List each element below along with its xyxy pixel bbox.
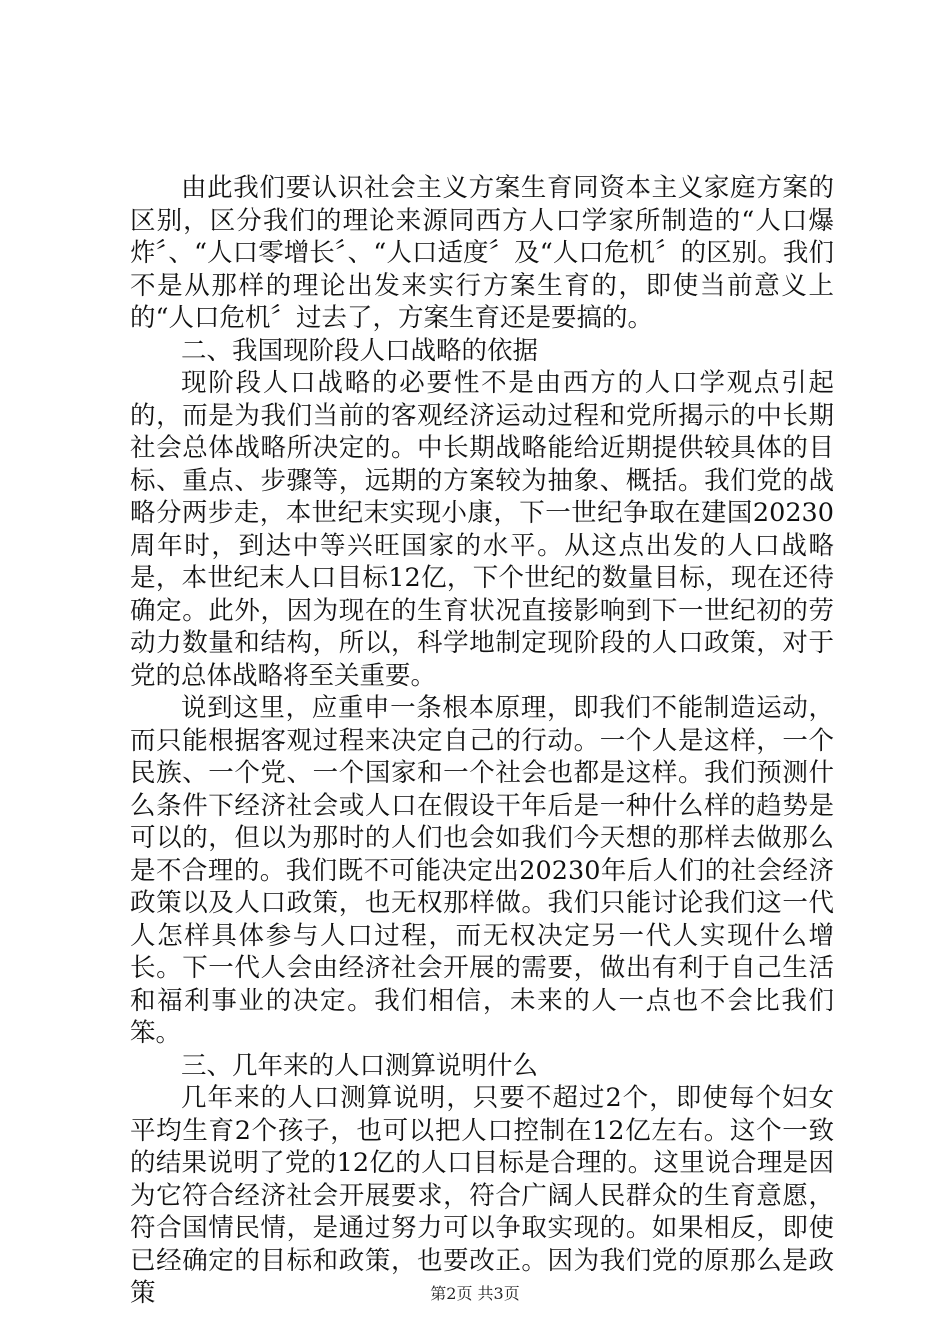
- paragraph-2: 现阶段人口战略的必要性不是由西方的人口学观点引起的，而是为我们当前的客观经济运动过程和党所揭示的中长期社会总体战略所决定的。中长期战略能给近期提供较具体的目标、重点、步骤等，远期的方案较为抽象、概括。我们党的战略分两步走，本世纪末实现小康，下一世纪争取在建国20230周年时，到达中等兴旺国家的水平。从这点出发的人口战略是，本世纪末人口目标12亿，下个世纪的数量目标，现在还待确定。此外，因为现在的生育状况直接影响到下一世纪初的劳动力数量和结构，所以，科学地制定现阶段的人口政策，对于党的总体战略将至关重要。: [130, 368, 834, 691]
- section-heading-2: 二、我国现阶段人口战略的依据: [181, 335, 539, 366]
- section-heading-3: 三、几年来的人口测算说明什么: [181, 1050, 539, 1081]
- page-footer: 第2页 共3页: [430, 1284, 520, 1303]
- document-body: [130, 172, 834, 1310]
- paragraph-4: 几年来的人口测算说明，只要不超过2个，即使每个妇女平均生育2个孩子，也可以把人口控制在12亿左右。这个一致的结果说明了党的12亿的人口目标是合理的。这里说合理是因为它符合经济社会开展要求，符合广阔人民群众的生育意愿，符合国情民情，是通过努力可以争取实现的。如果相反，即使已经确定的目标和政策，也要改正。因为我们党的原那么是政策: [130, 1083, 834, 1308]
- paragraph-1: 由此我们要认识社会主义方案生育同资本主义家庭方案的区别，区分我们的理论来源同西方人口学家所制造的“人口爆炸〞、“人口零增长〞、“人口适度〞及“人口危机〞的区别。我们不是从那样的理论出发来实行方案生育的，即使当前意义上的“人口危机〞过去了，方案生育还是要搞的。: [130, 173, 834, 333]
- paragraph-3: 说到这里，应重申一条根本原理，即我们不能制造运动，而只能根据客观过程来决定自己的行动。一个人是这样，一个民族、一个党、一个国家和一个社会也都是这样。我们预测什么条件下经济社会或人口在假设干年后是一种什么样的趋势是可以的，但以为那时的人们也会如我们今天想的那样去做那么是不合理的。我们既不可能决定出20230年后人们的社会经济政策以及人口政策，也无权那样做。我们只能讨论我们这一代人怎样具体参与人口过程，而无权决定另一代人实现什么增长。下一代人会由经济社会开展的需要，做出有利于自己生活和福利事业的决定。我们相信，未来的人一点也不会比我们笨。: [130, 693, 834, 1048]
